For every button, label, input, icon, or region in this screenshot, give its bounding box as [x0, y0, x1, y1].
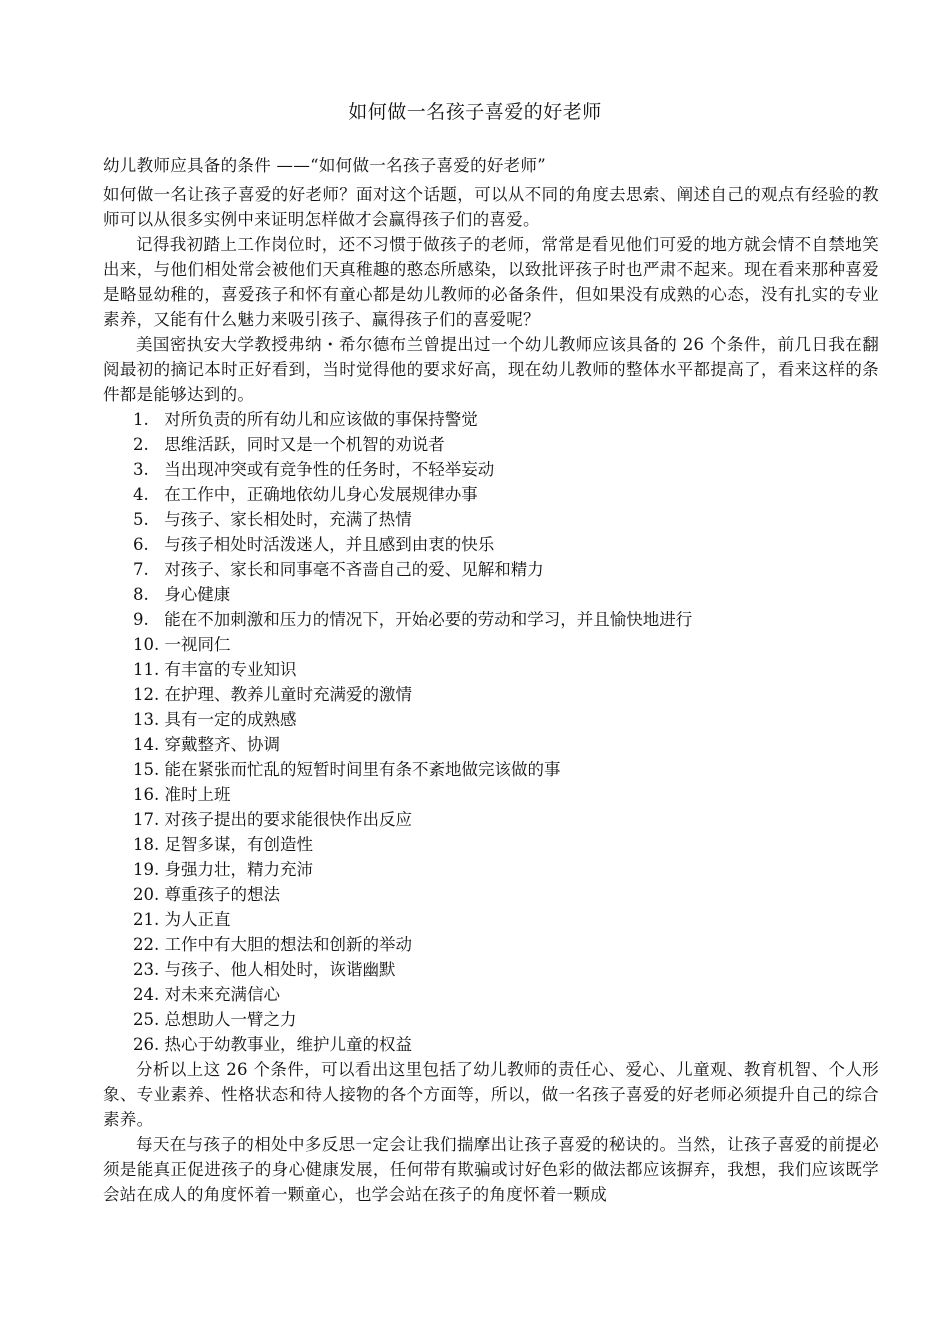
- condition-number: 6.: [133, 535, 149, 554]
- condition-number: 20.: [133, 885, 160, 904]
- condition-item: [103, 982, 879, 1007]
- condition-text: 在护理、教养儿童时充满爱的激情: [164, 685, 412, 704]
- condition-item: [103, 632, 879, 657]
- condition-item: [103, 857, 879, 882]
- condition-number: 25.: [133, 1010, 160, 1029]
- condition-text: 一视同仁: [164, 635, 231, 654]
- intro-paragraph: 如何做一名让孩子喜爱的好老师？面对这个话题，可以从不同的角度去思索、阐述自己的观点有经验的教师可以从很多实例中来证明怎样做才会赢得孩子们的喜爱。: [103, 185, 879, 229]
- condition-item: [103, 682, 879, 707]
- analysis-paragraph: 分析以上这 26 个条件，可以看出这里包括了幼儿教师的责任心、爱心、儿童观、教育机智、个人形象、专业素养、性格状态和待人接物的各个方面等，所以，做一名孩子喜爱的好老师必须提升自己的综合素养。: [103, 1060, 879, 1129]
- body-paragraph: 记得我初踏上工作岗位时，还不习惯于做孩子的老师，常常是看见他们可爱的地方就会情不自禁地笑出来，与他们相处常会被他们天真稚趣的憨态所感染，以致批评孩子时也严肃不起来。现在看来那种喜爱是略显幼稚的，喜爱孩子和怀有童心都是幼儿教师的必备条件，但如果没有成熟的心态，没有扎实的专业素养，又能有什么魅力来吸引孩子、赢得孩子们的喜爱呢？: [103, 235, 879, 329]
- document-subtitle: 幼儿教师应具备的条件 ——“如何做一名孩子喜爱的好老师”: [103, 156, 547, 175]
- condition-number: 13.: [133, 710, 160, 729]
- condition-item: [103, 657, 879, 682]
- condition-text: 身强力壮，精力充沛: [164, 860, 313, 879]
- condition-number: 14.: [133, 735, 160, 754]
- document-body: [103, 153, 879, 1207]
- document-title: 如何做一名孩子喜爱的好老师: [348, 101, 602, 123]
- condition-text: 尊重孩子的想法: [164, 885, 280, 904]
- condition-item: [103, 932, 879, 957]
- condition-number: 7.: [133, 560, 149, 579]
- condition-item: [103, 482, 879, 507]
- condition-number: 1.: [133, 410, 149, 429]
- condition-text: 为人正直: [164, 910, 231, 929]
- condition-number: 9.: [133, 610, 149, 629]
- condition-number: 5.: [133, 510, 149, 529]
- condition-item: [103, 457, 879, 482]
- condition-item: [103, 582, 879, 607]
- closing-paragraph: 每天在与孩子的相处中多反思一定会让我们揣摩出让孩子喜爱的秘诀的。当然，让孩子喜爱的前提必须是能真正促进孩子的身心健康发展，任何带有欺骗或讨好色彩的做法都应该摒弃，我想，我们应该既学会站在成人的角度怀着一颗童心，也学会站在孩子的角度怀着一颗成: [103, 1135, 879, 1204]
- condition-item: [103, 532, 879, 557]
- condition-item: [103, 557, 879, 582]
- condition-item: [103, 957, 879, 982]
- condition-number: 11.: [133, 660, 160, 679]
- condition-text: 对孩子提出的要求能很快作出反应: [164, 810, 412, 829]
- condition-text: 当出现冲突或有竞争性的任务时，不轻举妄动: [164, 460, 495, 479]
- condition-text: 工作中有大胆的想法和创新的举动: [164, 935, 412, 954]
- condition-number: 24.: [133, 985, 160, 1004]
- condition-item: [103, 1032, 879, 1057]
- condition-number: 19.: [133, 860, 160, 879]
- condition-item: [103, 882, 879, 907]
- condition-number: 10.: [133, 635, 160, 654]
- condition-text: 与孩子相处时活泼迷人，并且感到由衷的快乐: [164, 535, 495, 554]
- condition-text: 思维活跃，同时又是一个机智的劝说者: [164, 435, 445, 454]
- condition-item: [103, 807, 879, 832]
- body-paragraph: 美国密执安大学教授弗纳・希尔德布兰曾提出过一个幼儿教师应该具备的 26 个条件，前几日我在翻阅最初的摘记本时正好看到，当时觉得他的要求好高，现在幼儿教师的整体水平都提高了，看来这样的条件都是能够达到的。: [103, 335, 879, 404]
- condition-text: 对未来充满信心: [164, 985, 280, 1004]
- condition-text: 准时上班: [164, 785, 231, 804]
- condition-text: 穿戴整齐、协调: [164, 735, 280, 754]
- condition-number: 3.: [133, 460, 149, 479]
- condition-item: [103, 782, 879, 807]
- condition-item: [103, 832, 879, 857]
- condition-text: 有丰富的专业知识: [164, 660, 297, 679]
- condition-number: 26.: [133, 1035, 160, 1054]
- condition-number: 4.: [133, 485, 149, 504]
- condition-text: 具有一定的成熟感: [164, 710, 297, 729]
- condition-number: 22.: [133, 935, 160, 954]
- condition-number: 18.: [133, 835, 160, 854]
- condition-item: [103, 1007, 879, 1032]
- condition-number: 17.: [133, 810, 160, 829]
- condition-text: 与孩子、他人相处时，诙谐幽默: [164, 960, 396, 979]
- condition-number: 21.: [133, 910, 160, 929]
- condition-number: 23.: [133, 960, 160, 979]
- condition-item: [103, 407, 879, 432]
- condition-text: 能在不加刺激和压力的情况下，开始必要的劳动和学习，并且愉快地进行: [164, 610, 693, 629]
- condition-number: 16.: [133, 785, 160, 804]
- condition-item: [103, 732, 879, 757]
- condition-number: 8.: [133, 585, 149, 604]
- conditions-list: [103, 407, 879, 1057]
- condition-text: 在工作中，正确地依幼儿身心发展规律办事: [164, 485, 478, 504]
- condition-text: 热心于幼教事业，维护儿童的权益: [164, 1035, 412, 1054]
- condition-item: [103, 432, 879, 457]
- condition-item: [103, 757, 879, 782]
- condition-text: 对孩子、家长和同事毫不吝啬自己的爱、见解和精力: [164, 560, 544, 579]
- condition-item: [103, 707, 879, 732]
- condition-text: 足智多谋，有创造性: [164, 835, 313, 854]
- condition-text: 身心健康: [164, 585, 231, 604]
- condition-number: 15.: [133, 760, 160, 779]
- condition-text: 与孩子、家长相处时，充满了热情: [164, 510, 412, 529]
- condition-number: 12.: [133, 685, 160, 704]
- condition-text: 对所负责的所有幼儿和应该做的事保持警觉: [164, 410, 478, 429]
- condition-text: 总想助人一臂之力: [164, 1010, 297, 1029]
- condition-item: [103, 907, 879, 932]
- condition-item: [103, 507, 879, 532]
- condition-item: [103, 607, 879, 632]
- condition-number: 2.: [133, 435, 149, 454]
- condition-text: 能在紧张而忙乱的短暂时间里有条不紊地做完该做的事: [164, 760, 561, 779]
